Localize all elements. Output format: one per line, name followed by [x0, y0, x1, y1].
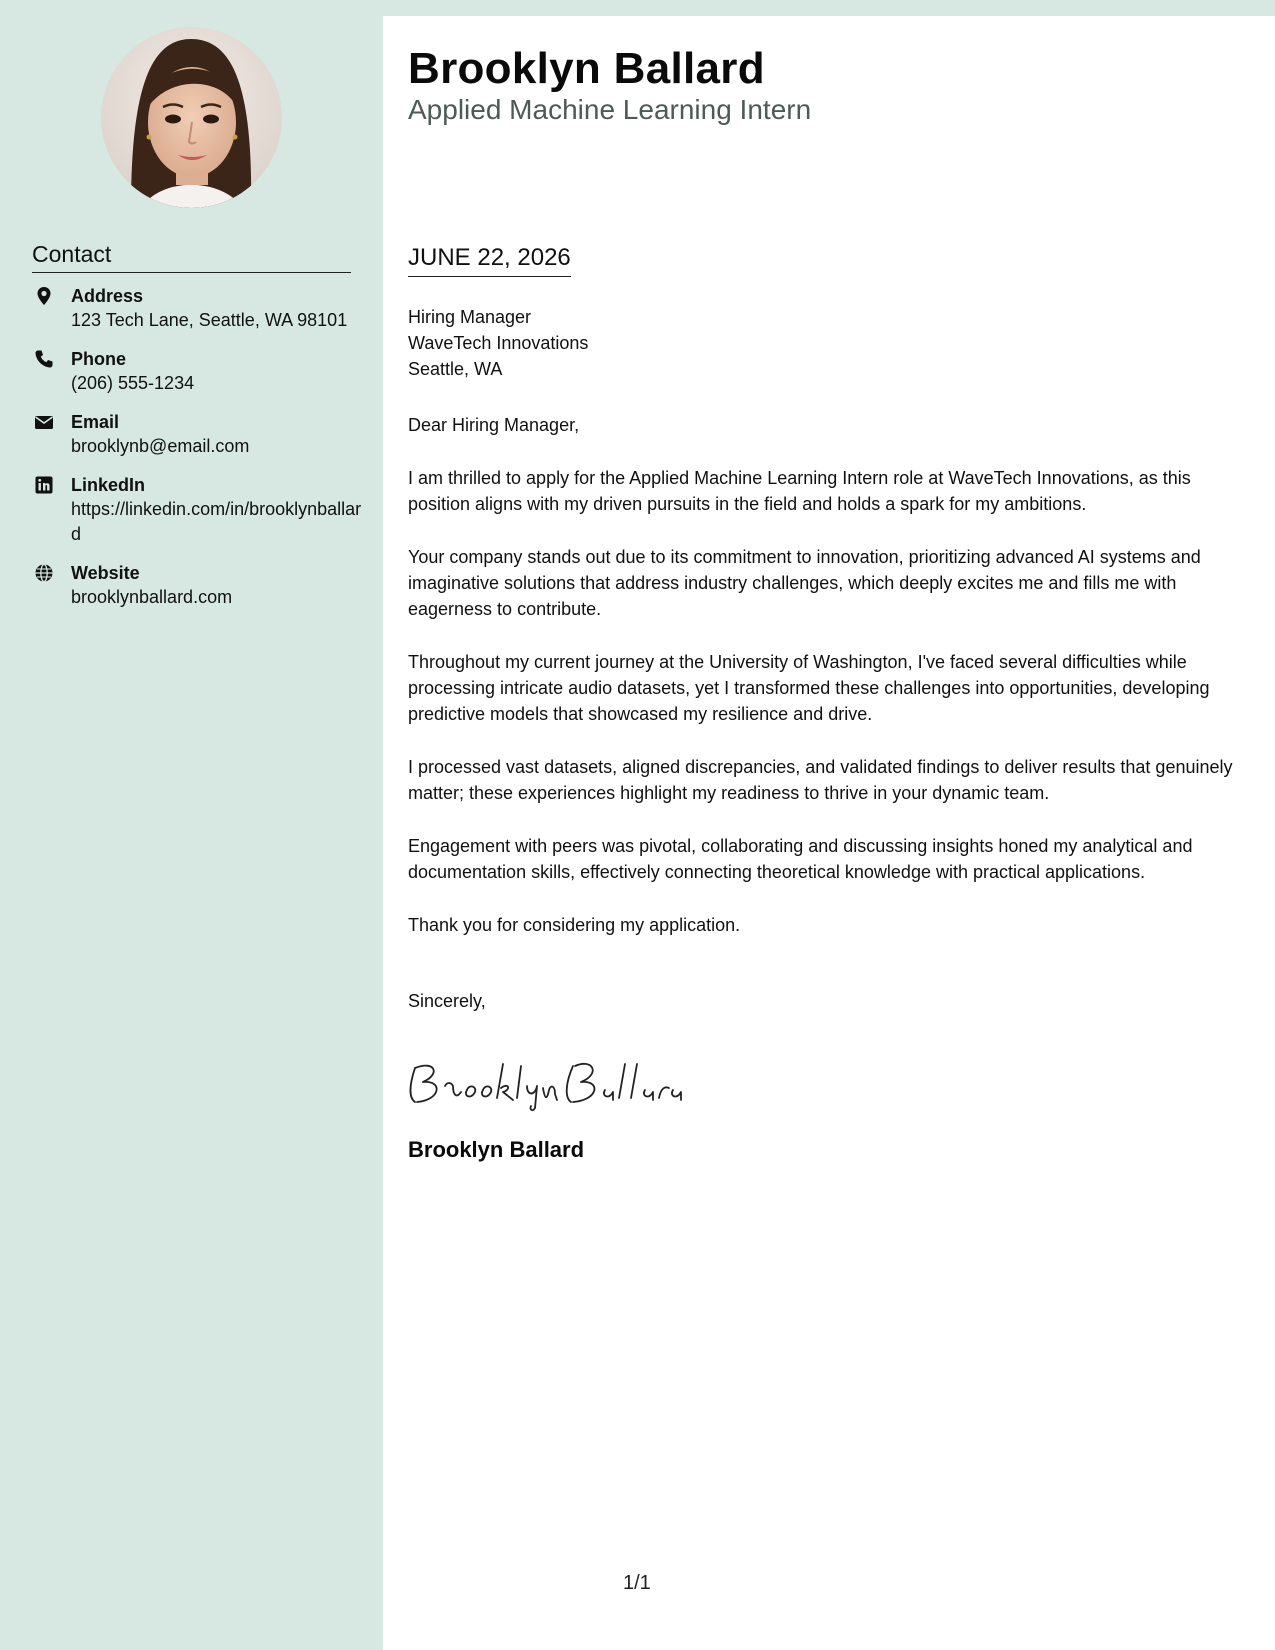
phone-icon: [34, 349, 54, 369]
sidebar: [0, 0, 383, 1650]
map-pin-icon: [34, 286, 54, 306]
letter-body: [408, 412, 1248, 965]
letter-paragraph: Thank you for considering my application.: [408, 915, 741, 935]
recipient-line: Hiring Manager: [408, 307, 532, 327]
recipient-line: WaveTech Innovations: [408, 333, 589, 353]
profile-photo: [101, 27, 282, 208]
closing: Sincerely,: [408, 991, 486, 1011]
globe-icon: [34, 563, 54, 583]
contact-item-address: [32, 284, 362, 333]
letter-date: JUNE 22, 2026: [408, 244, 571, 277]
contact-label: LinkedIn: [71, 475, 146, 495]
handwritten-signature: [405, 1056, 685, 1117]
recipient-line: Seattle, WA: [408, 359, 503, 379]
contact-label: Website: [71, 563, 140, 583]
linkedin-icon: [34, 475, 54, 495]
signer-name: Brooklyn Ballard: [408, 1137, 585, 1162]
contact-value: 123 Tech Lane, Seattle, WA 98101: [71, 310, 348, 330]
contact-value: brooklynb@email.com: [71, 436, 250, 456]
contact-item-phone: [32, 347, 362, 396]
contact-label: Email: [71, 412, 120, 432]
page-number: 1/1: [623, 1572, 651, 1594]
letter-paragraph: I processed vast datasets, aligned discrepancies, and validated findings to deliver results that genuinely matter; these experiences highlight my readiness to thrive in your dynamic team.: [408, 757, 1233, 803]
contact-item-email: [32, 410, 362, 459]
letter-paragraph: Your company stands out due to its commitment to innovation, prioritizing advanced AI systems and imaginative solutions that address industry challenges, which deeply excites me and fills me with eagerness to contribute.: [408, 547, 1201, 619]
contact-label: Phone: [71, 349, 127, 369]
contact-item-website: [32, 561, 362, 610]
letter-paragraph: Throughout my current journey at the University of Washington, I've faced several difficulties while processing intricate audio datasets, yet I transformed these challenges into opportunities, developing predictive models that showcased my resilience and drive.: [408, 652, 1210, 724]
letter-paragraph: Engagement with peers was pivotal, collaborating and discussing insights honed my analytical and documentation skills, effectively connecting theoretical knowledge with practical applications.: [408, 836, 1193, 882]
contact-value: (206) 555-1234: [71, 373, 195, 393]
applicant-title: Applied Machine Learning Intern: [408, 94, 812, 125]
contact-list: [32, 284, 362, 624]
contact-label: Address: [71, 286, 144, 306]
recipient-block: [408, 304, 588, 382]
contact-item-linkedin: [32, 473, 362, 547]
contact-value: brooklynballard.com: [71, 587, 233, 607]
salutation: Dear Hiring Manager,: [408, 415, 580, 435]
contact-heading: Contact: [32, 241, 351, 273]
envelope-icon: [34, 412, 54, 432]
contact-value: https://linkedin.com/in/brooklynballard: [71, 499, 362, 544]
letter-page: [383, 16, 1275, 1650]
applicant-name: Brooklyn Ballard: [408, 44, 765, 93]
letter-paragraph: I am thrilled to apply for the Applied Machine Learning Intern role at WaveTech Innovations, as this position aligns with my driven pursuits in the field and holds a spark for my ambitions.: [408, 468, 1191, 514]
